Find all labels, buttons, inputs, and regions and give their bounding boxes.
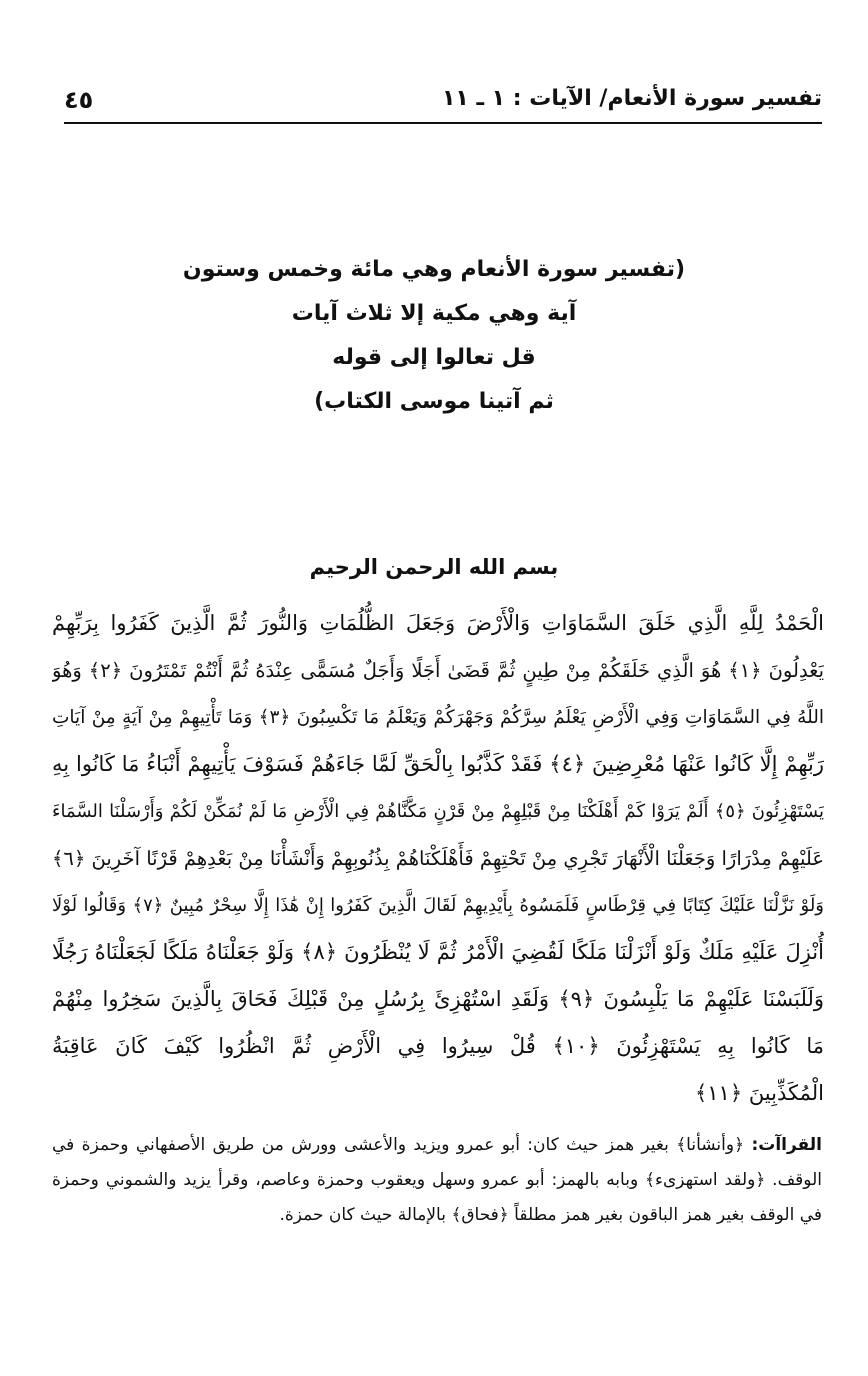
quran-line: يَعْدِلُونَ ﴿١﴾ هُوَ الَّذِي خَلَقَكُمْ مِنْ طِينٍ ثُمَّ قَضَىٰ أَجَلًا وَأَجَلٌ مُسَمًّى عِنْدَهُ ثُمَّ أَنْتُمْ تَمْتَرُونَ ﴿٢﴾ وَهُوَ	[52, 659, 824, 682]
quran-line: أُنْزِلَ عَلَيْهِ مَلَكٌ وَلَوْ أَنْزَلْنَا مَلَكًا لَقُضِيَ الْأَمْرُ ثُمَّ لَا يُنْظَرُونَ ﴿٨﴾ وَلَوْ جَعَلْنَاهُ مَلَكًا لَجَعَلْنَاهُ رَجُلًا	[52, 940, 824, 964]
running-header	[64, 86, 822, 124]
quran-line: اللَّهُ فِي السَّمَاوَاتِ وَفِي الْأَرْضِ يَعْلَمُ سِرَّكُمْ وَجَهْرَكُمْ وَيَعْلَمُ مَا تَكْسِبُونَ ﴿٣﴾ وَمَا تَأْتِيهِمْ مِنْ آيَةٍ مِنْ آيَاتِ	[52, 707, 824, 728]
surah-intro-heading	[120, 248, 748, 424]
readings-label: القراآت:	[751, 1135, 822, 1155]
surah-intro-line: قل تعالوا إلى قوله	[332, 345, 536, 370]
quran-line: وَلَلَبَسْنَا عَلَيْهِمْ مَا يَلْبِسُونَ ﴿٩﴾ وَلَقَدِ اسْتُهْزِئَ بِرُسُلٍ مِنْ قَبْلِكَ فَحَاقَ بِالَّذِينَ سَخِرُوا مِنْهُمْ	[52, 987, 824, 1011]
quran-line: الْمُكَذِّبِينَ ﴿١١﴾	[694, 1081, 824, 1105]
quran-verses	[52, 600, 824, 1117]
surah-intro-line: (تفسير سورة الأنعام وهي مائة وخمس وستون	[182, 257, 686, 282]
quran-line: وَلَوْ نَزَّلْنَا عَلَيْكَ كِتَابًا فِي قِرْطَاسٍ فَلَمَسُوهُ بِأَيْدِيهِمْ لَقَالَ الَّذِينَ كَفَرُوا إِنْ هَٰذَا إِلَّا سِحْرٌ مُبِينٌ ﴿٧﴾ وَقَالُوا لَوْلَا	[52, 895, 824, 916]
quran-line: رَبِّهِمْ إِلَّا كَانُوا عَنْهَا مُعْرِضِينَ ﴿٤﴾ فَقَدْ كَذَّبُوا بِالْحَقِّ لَمَّا جَاءَهُمْ فَسَوْفَ يَأْتِيهِمْ أَنْبَاءُ مَا كَانُوا بِهِ	[52, 752, 824, 776]
quran-line: مَا كَانُوا بِهِ يَسْتَهْزِئُونَ ﴿١٠﴾ قُلْ سِيرُوا فِي الْأَرْضِ ثُمَّ انْظُرُوا كَيْفَ كَانَ عَاقِبَةُ	[52, 1034, 824, 1058]
readings-note	[52, 1128, 822, 1233]
running-title: تفسير سورة الأنعام/ الآيات : ١ ـ ١١	[441, 86, 822, 111]
readings-text: ﴿وأنشأنا﴾ بغير همز حيث كان: أبو عمرو ويزيد والأعشى وورش من طريق الأصفهاني وحمزة في الوقف. ﴿ولقد استهزىء﴾ وبابه بالهمز: أبو عمرو وسهل ويعقوب وحمزة وعاصم، وقرأ يزيد والشموني وحمزة في الوقف بغير همز الباقون بغير همز مطلقاً ﴿فحاق﴾ بالإمالة حيث كان حمزة.	[52, 1135, 822, 1225]
surah-intro-line: ثم آتينا موسى الكتاب)	[314, 389, 554, 414]
basmala: بسم الله الرحمن الرحيم	[309, 555, 559, 579]
quran-line: يَسْتَهْزِئُونَ ﴿٥﴾ أَلَمْ يَرَوْا كَمْ أَهْلَكْنَا مِنْ قَبْلِهِمْ مِنْ قَرْنٍ مَكَّنَّاهُمْ فِي الْأَرْضِ مَا لَمْ نُمَكِّنْ لَكُمْ وَأَرْسَلْنَا السَّمَاءَ	[52, 801, 824, 822]
page-number: ٤٥	[64, 86, 94, 114]
quran-line: عَلَيْهِمْ مِدْرَارًا وَجَعَلْنَا الْأَنْهَارَ تَجْرِي مِنْ تَحْتِهِمْ فَأَهْلَكْنَاهُمْ بِذُنُوبِهِمْ وَأَنْشَأْنَا مِنْ بَعْدِهِمْ قَرْنًا آخَرِينَ ﴿٦﴾	[52, 847, 824, 870]
quran-line: الْحَمْدُ لِلَّهِ الَّذِي خَلَقَ السَّمَاوَاتِ وَالْأَرْضَ وَجَعَلَ الظُّلُمَاتِ وَالنُّورَ ثُمَّ الَّذِينَ كَفَرُوا بِرَبِّهِمْ	[52, 611, 824, 635]
surah-intro-line: آية وهي مكية إلا ثلاث آيات	[291, 301, 577, 326]
